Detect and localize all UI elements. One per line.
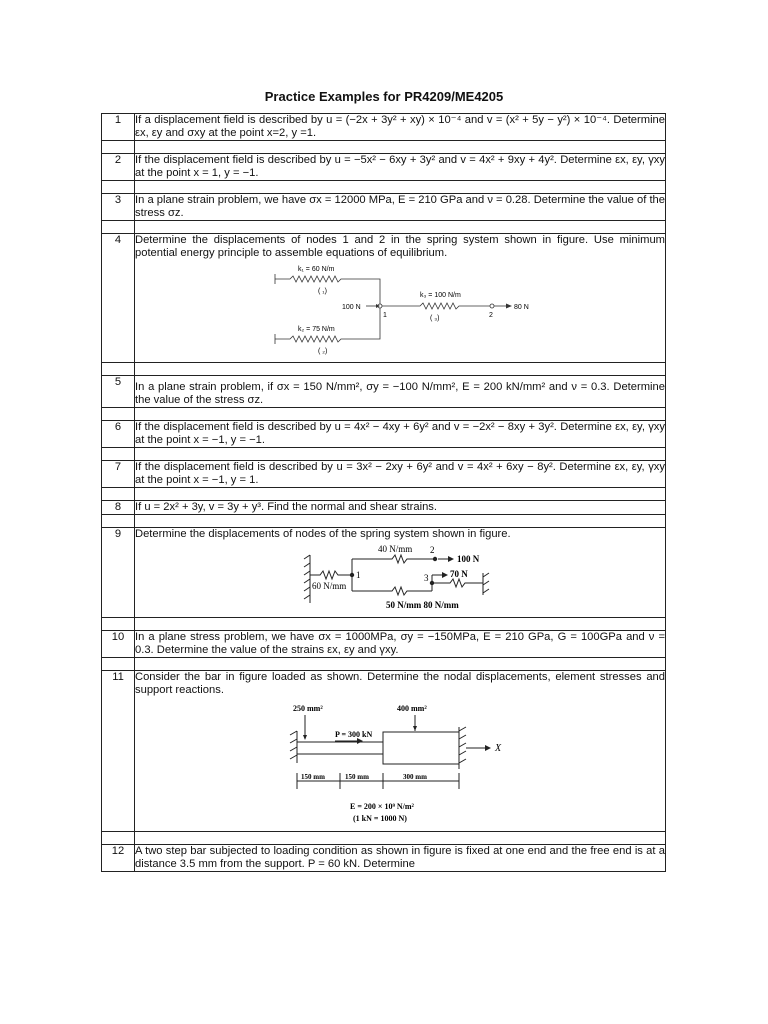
question-text: If u = 2x² + 3y, v = 3y + y³. Find the normal and shear strains.	[135, 501, 666, 515]
table-row	[102, 845, 666, 872]
question-text: In a plane strain problem, we have σx = 12000 MPa, E = 210 GPa and ν = 0.28. Determine the value of the stress σz.	[135, 194, 665, 219]
table-row-spacer	[102, 221, 666, 234]
document-title: Practice Examples for PR4209/ME4205	[264, 89, 504, 104]
table-row	[102, 194, 666, 221]
spring-label-k3: k₃ = 100 N/m	[420, 292, 461, 299]
question-number: 1	[102, 114, 135, 141]
table-row-spacer	[102, 408, 666, 421]
question-number: 6	[102, 421, 135, 448]
question-text: In a plane stress problem, we have σx = 1000MPa, σy = −150MPa, E = 210 GPa, G = 100GPa and ν = 0.3. Determine the value of the strains εx, εy and γxy.	[135, 631, 665, 656]
node-label-2: 2	[430, 545, 435, 555]
table-row	[102, 154, 666, 181]
question-text: If a displacement field is described by u = (−2x + 3y² + xy) × 10⁻⁴ and v = (x² + 5y − y²) × 10⁻⁴. Determine εx, εy and σxy at the point x=2, y =1.	[135, 114, 665, 139]
table-row	[102, 671, 666, 832]
table-row-spacer	[102, 181, 666, 194]
node-label-2: 2	[489, 312, 493, 319]
load-label-p: P = 300 kN	[335, 730, 373, 739]
table-row	[102, 376, 666, 408]
question-number: 7	[102, 461, 135, 488]
question-text: If the displacement field is described by u = 3x² − 2xy + 6y² and v = 4x² + 6xy − 8y². Determine εx, εy, γxy at the point x = −1, y = 1.	[135, 461, 665, 486]
force-label-70n: 70 N	[450, 569, 468, 579]
load-label-100n: 100 N	[342, 304, 361, 311]
table-row-spacer	[102, 488, 666, 501]
table-row-spacer	[102, 658, 666, 671]
table-row	[102, 114, 666, 141]
table-row	[102, 234, 666, 363]
question-number: 12	[102, 845, 135, 872]
table-row	[102, 461, 666, 488]
question-text: A two step bar subjected to loading condition as shown in figure is fixed at one end and the free end is at a distance 3.5 mm from the support. P = 60 kN. Determine	[135, 845, 665, 870]
question-text: If the displacement field is described by u = 4x² − 4xy + 6y² and v = −2x² − 8xy + 3y². Determine εx, εy, γxy at the point x = −1, y = −1.	[135, 421, 665, 446]
question-text: Determine the displacements of nodes 1 and 2 in the spring system shown in figure. Use minimum potential energy principle to assemble equations of equilibrium.	[135, 234, 665, 259]
area-label-400: 400 mm²	[397, 704, 427, 713]
spring-label-k1: k₁ = 60 N/m	[298, 266, 335, 273]
spring-label-40: 40 N/mm	[378, 545, 413, 554]
axis-label-x: X	[495, 743, 502, 754]
spring-label-k2: k₂ = 75 N/m	[298, 326, 335, 333]
force-label-100n: 100 N	[457, 554, 480, 564]
question-text: In a plane strain problem, if σx = 150 N/mm², σy = −100 N/mm², E = 200 kN/mm² and ν = 0.3. Determine the value of the stress σz.	[135, 376, 666, 408]
node-label-3: 3	[424, 573, 429, 583]
table-row	[102, 501, 666, 515]
question-text: Determine the displacements of nodes of the spring system shown in figure.	[135, 528, 511, 540]
unit-note: (1 kN = 1000 N)	[353, 814, 407, 823]
question-number: 9	[102, 528, 135, 618]
stepped-bar-figure-q11	[285, 701, 515, 829]
table-row-spacer	[102, 515, 666, 528]
table-row	[102, 528, 666, 618]
table-row-spacer	[102, 363, 666, 376]
load-label-80n: 80 N	[514, 304, 529, 311]
question-number: 2	[102, 154, 135, 181]
table-row	[102, 421, 666, 448]
question-text: Consider the bar in figure loaded as shown. Determine the nodal displacements, element stresses and support reactions.	[135, 671, 665, 696]
question-number: 11	[102, 671, 135, 832]
modulus-label: E = 200 × 10⁹ N/m²	[350, 802, 414, 811]
table-row-spacer	[102, 141, 666, 154]
spring-system-figure-q4	[270, 264, 530, 360]
element-label-1: ( ₁)	[318, 288, 327, 295]
spring-system-figure-q9	[300, 545, 500, 615]
table-row	[102, 631, 666, 658]
length-label-2: 150 mm	[345, 773, 369, 781]
length-label-3: 300 mm	[403, 773, 427, 781]
spring-label-60: 60 N/mm	[312, 581, 347, 591]
questions-table	[101, 113, 666, 872]
question-number: 3	[102, 194, 135, 221]
element-label-3: ( ₃)	[430, 315, 440, 322]
table-row-spacer	[102, 832, 666, 845]
question-number: 5	[102, 376, 135, 408]
question-number: 10	[102, 631, 135, 658]
spring-label-50-80: 50 N/mm 80 N/mm	[386, 600, 459, 610]
node-label-1: 1	[383, 312, 387, 319]
node-label-1: 1	[356, 570, 361, 580]
table-row-spacer	[102, 448, 666, 461]
question-number: 4	[102, 234, 135, 363]
area-label-250: 250 mm²	[293, 704, 323, 713]
element-label-2: ( ₂)	[318, 348, 328, 355]
length-label-1: 150 mm	[301, 773, 325, 781]
question-number: 8	[102, 501, 135, 515]
question-text: If the displacement field is described by u = −5x² − 6xy + 3y² and v = 4x² + 9xy + 4y². Determine εx, εy, γxy at the point x = 1, y = −1.	[135, 154, 665, 179]
table-row-spacer	[102, 618, 666, 631]
